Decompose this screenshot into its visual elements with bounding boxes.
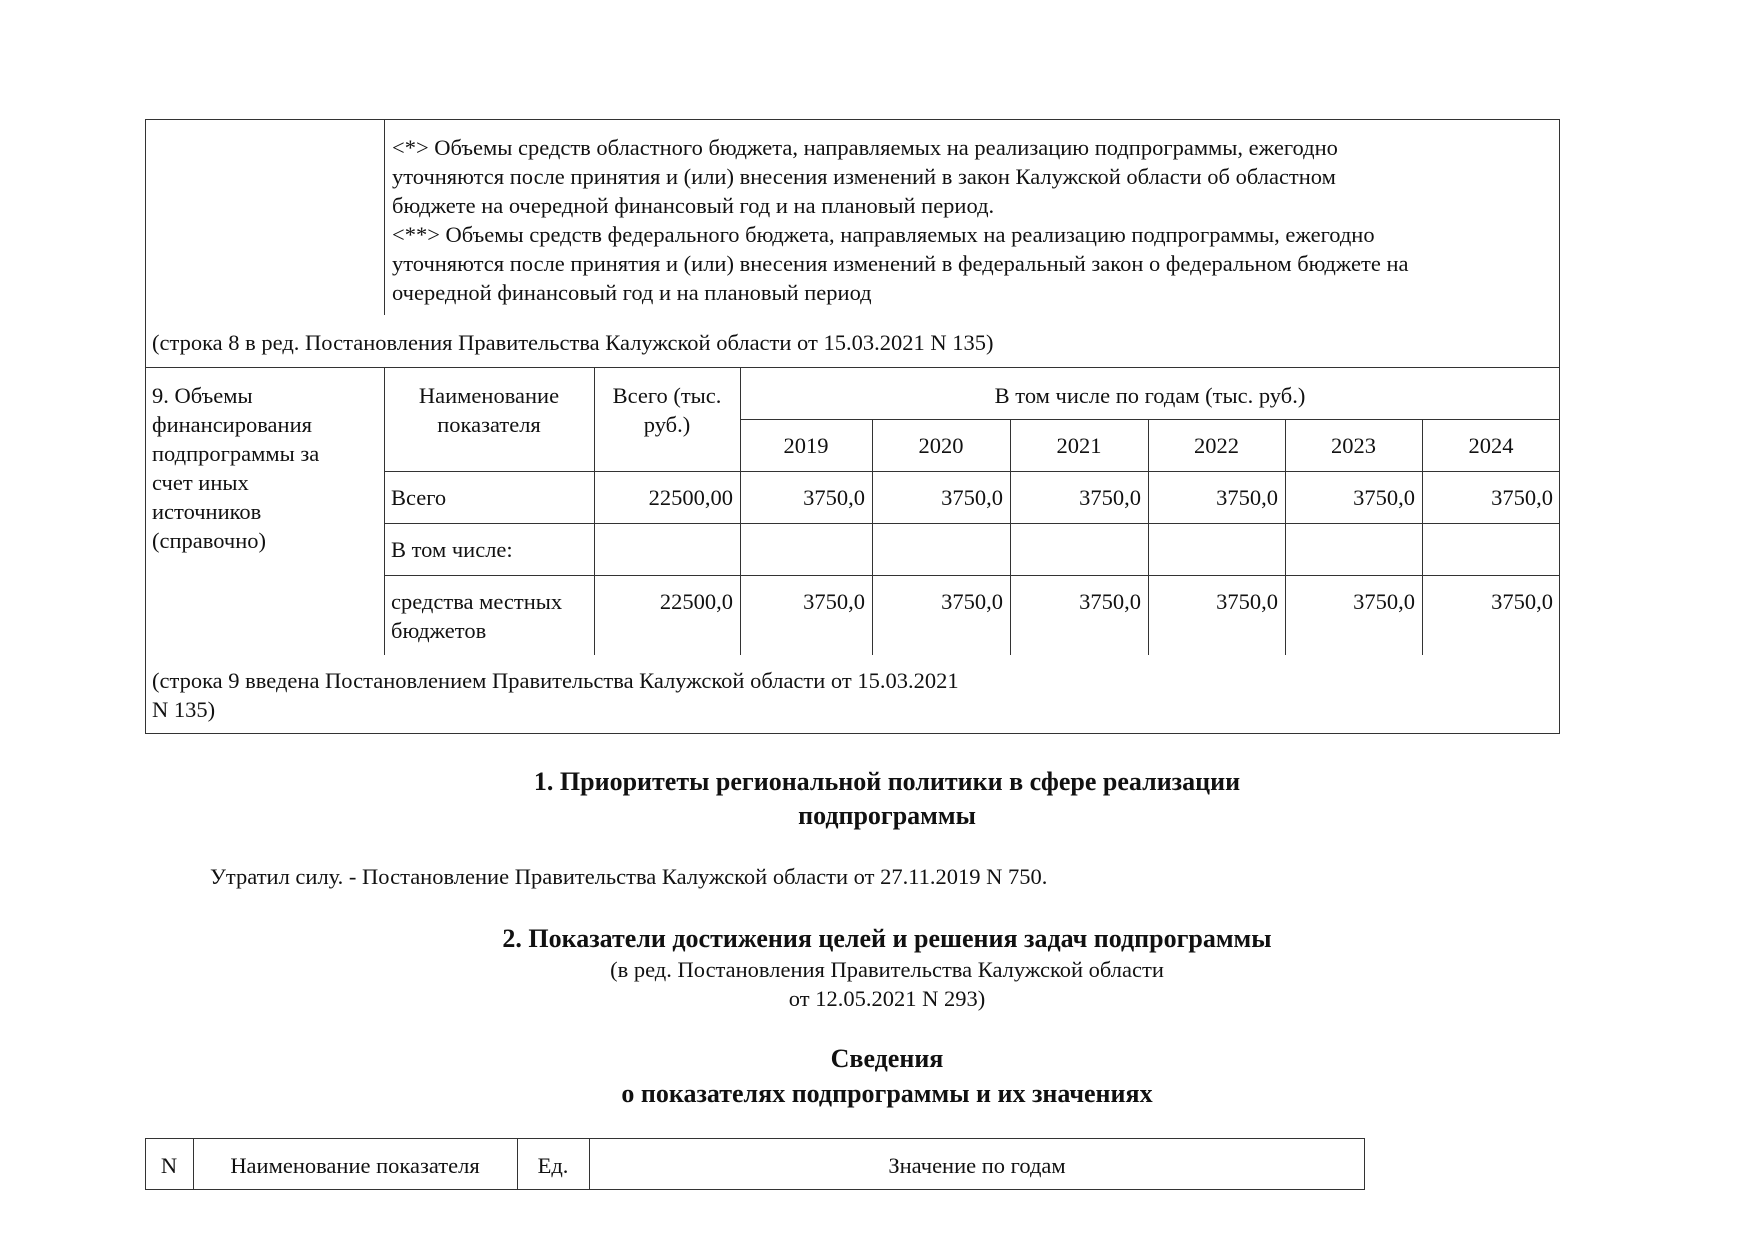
cell-value: 3750,0 <box>1079 485 1141 510</box>
cell-value: 3750,0 <box>1353 589 1415 614</box>
header-name: показателя <box>437 412 541 437</box>
row9-label-line: (справочно) <box>152 528 266 553</box>
row-name: Всего <box>391 485 447 510</box>
row9-intro-note: N 135) <box>152 697 216 722</box>
year-header: 2021 <box>1056 433 1102 458</box>
row-name: В том числе: <box>391 537 513 562</box>
row-divider <box>145 367 1560 368</box>
header-years-caption: В том числе по годам (тыс. руб.) <box>994 383 1306 408</box>
row8-edit-note: (строка 8 в ред. Постановления Правительства Калужской области от 15.03.2021 N 135) <box>152 330 994 355</box>
grid-line <box>384 471 1560 472</box>
indicators-header-unit: Ед. <box>537 1153 569 1178</box>
row9-label-line: финансирования <box>152 412 312 437</box>
cell-value: 3750,0 <box>1216 485 1278 510</box>
section2-subtitle: от 12.05.2021 N 293) <box>788 986 986 1011</box>
year-header: 2022 <box>1194 433 1239 458</box>
row8-column-divider <box>384 119 385 315</box>
indicators-header-values: Значение по годам <box>888 1153 1066 1178</box>
row9-intro-note: (строка 9 введена Постановлением Правительства Калужской области от 15.03.2021 <box>152 668 959 693</box>
info-title: о показателях подпрограммы и их значениях <box>621 1079 1153 1108</box>
header-total: руб.) <box>643 412 691 437</box>
section1-title: подпрограммы <box>798 801 976 830</box>
row-total: 22500,0 <box>659 589 733 614</box>
cell-value: 3750,0 <box>803 589 865 614</box>
footnote-line: уточняются после принятия и (или) внесения изменений в закон Калужской области об областном <box>392 164 1336 189</box>
cell-value: 3750,0 <box>803 485 865 510</box>
year-header: 2023 <box>1331 433 1376 458</box>
footnote-line: <*> Объемы средств областного бюджета, направляемых на реализацию подпрограммы, ежегодно <box>392 135 1338 160</box>
cell-value: 3750,0 <box>1491 485 1553 510</box>
header-name: Наименование <box>418 383 560 408</box>
section2-subtitle: (в ред. Постановления Правительства Калужской области <box>610 957 1164 982</box>
grid-line <box>740 419 1560 420</box>
row-name: бюджетов <box>391 618 487 643</box>
footnote-line: бюджете на очередной финансовый год и на плановый период. <box>392 193 995 218</box>
grid-line <box>384 523 1560 524</box>
header-total: Всего (тыс. <box>612 383 722 408</box>
row9-label-line: 9. Объемы <box>152 383 253 408</box>
row9-label-line: подпрограммы за <box>152 441 320 466</box>
section1-text: Утратил силу. - Постановление Правительства Калужской области от 27.11.2019 N 750. <box>210 864 1048 889</box>
indicators-header-n: N <box>160 1153 178 1178</box>
year-header: 2024 <box>1468 433 1514 458</box>
cell-value: 3750,0 <box>941 485 1003 510</box>
indicators-header-name: Наименование показателя <box>230 1153 480 1178</box>
info-title: Сведения <box>830 1044 944 1073</box>
cell-value: 3750,0 <box>1491 589 1553 614</box>
cell-value: 3750,0 <box>941 589 1003 614</box>
footnote-line: <**> Объемы средств федерального бюджета, направляемых на реализацию подпрограммы, ежегодно <box>392 222 1375 247</box>
cell-value: 3750,0 <box>1216 589 1278 614</box>
section1-title: 1. Приоритеты региональной политики в сфере реализации <box>533 767 1241 796</box>
year-header: 2020 <box>918 433 964 458</box>
row9-label-line: источников <box>152 499 262 524</box>
row9-label-line: счет иных <box>152 470 249 495</box>
cell-value: 3750,0 <box>1079 589 1141 614</box>
year-header: 2019 <box>783 433 829 458</box>
row-total: 22500,00 <box>648 485 733 510</box>
section2-title: 2. Показатели достижения целей и решения задач подпрограммы <box>502 924 1272 953</box>
row-name: средства местных <box>391 589 563 614</box>
footnote-line: очередной финансовый год и на плановый период <box>392 280 872 305</box>
grid-line <box>384 575 1560 576</box>
cell-value: 3750,0 <box>1353 485 1415 510</box>
footnote-line: уточняются после принятия и (или) внесения изменений в федеральный закон о федеральном бюджете на <box>392 251 1409 276</box>
